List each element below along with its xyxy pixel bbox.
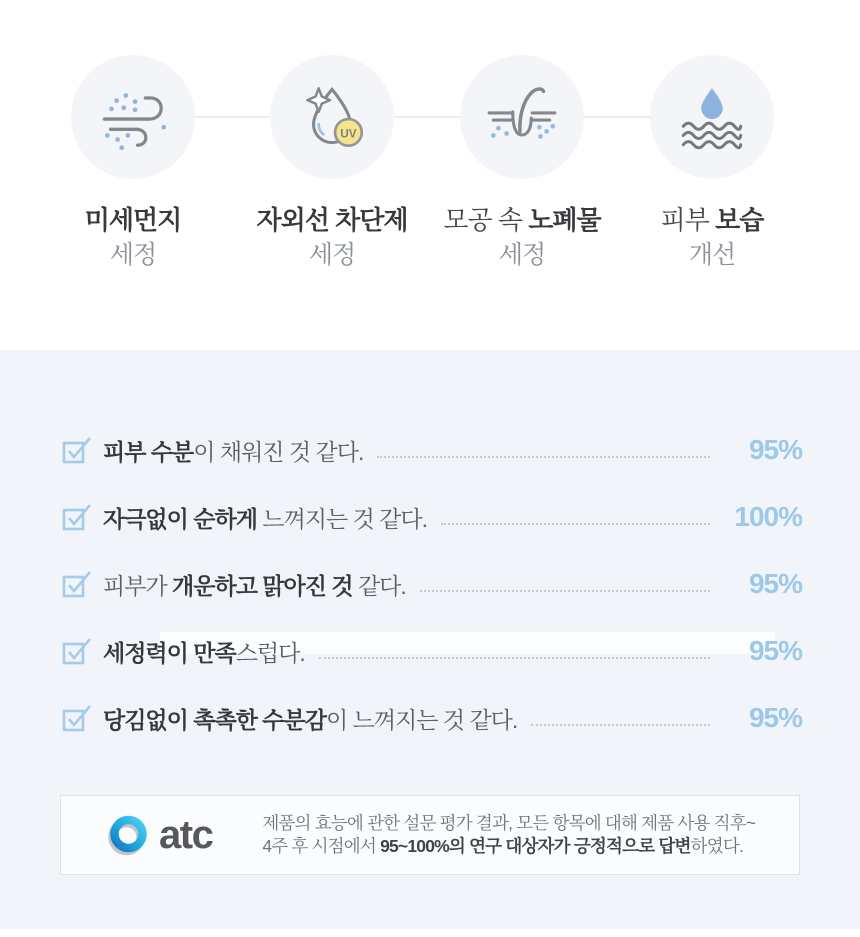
survey-statement: 피부가 개운하고 맑아진 것 같다. [103,572,406,599]
dotted-leader [377,456,710,458]
water-moisture-icon [671,76,753,158]
feature-title: 모공 속 노폐물 [443,205,601,235]
survey-row [62,562,802,606]
feature-moisture [607,0,817,270]
survey-statement: 자극없이 순하게 느껴지는 것 같다. [103,505,428,532]
pore-follicle-icon [481,76,563,158]
feature-fine-dust [28,0,238,270]
percent-value: 95% [748,702,802,733]
feature-title: 미세먼지 [84,205,182,235]
feature-sunscreen [227,0,437,270]
feature-circle [270,55,394,179]
atc-logo-text: atc [159,812,213,857]
footnote-text [262,812,755,858]
feature-title: 자외선 차단제 [256,205,408,235]
feature-subtitle: 세정 [308,241,356,269]
dotted-leader [420,590,710,592]
feature-subtitle: 세정 [498,241,546,269]
feature-circle [71,55,195,179]
atc-ring-icon [105,811,153,859]
survey-results-section [0,350,860,929]
dotted-leader [319,657,710,659]
uv-droplet-icon [291,76,373,158]
checkbox-icon [62,637,92,665]
features-row [0,0,860,350]
checkbox-icon [62,503,92,531]
survey-statement: 세정력이 만족스럽다. [103,639,305,666]
feature-circle [460,55,584,179]
survey-row [62,696,802,740]
survey-row [62,629,802,673]
survey-row [62,428,802,472]
dotted-leader [441,523,710,525]
feature-circle [650,55,774,179]
dotted-leader [531,724,710,726]
footnote-line-2: 4주 후 시점에서 95~100%의 연구 대상자가 긍정적으로 답변하였다. [262,836,744,856]
checkbox-icon [62,570,92,598]
percent-value: 95% [748,568,802,599]
dust-wind-icon [92,76,174,158]
atc-logo [105,811,212,859]
survey-row [62,495,802,539]
percent-value: 100% [734,501,802,532]
percent-value: 95% [748,434,802,465]
feature-pore-waste [417,0,627,270]
feature-title: 피부 보습 [660,205,764,235]
footnote-line-1: 제품의 효능에 관한 설문 평가 결과, 모든 항목에 대해 제품 사용 직후~ [262,813,756,833]
feature-subtitle: 개선 [688,241,736,269]
survey-statement: 피부 수분이 채워진 것 같다. [103,438,364,465]
checkbox-icon [62,436,92,464]
feature-subtitle: 세정 [109,241,157,269]
svg-text:UV: UV [340,127,357,141]
checkbox-icon [62,704,92,732]
percent-value: 95% [748,635,802,666]
footnote-box [60,795,800,875]
survey-statement: 당김없이 촉촉한 수분감이 느껴지는 것 같다. [103,706,518,733]
